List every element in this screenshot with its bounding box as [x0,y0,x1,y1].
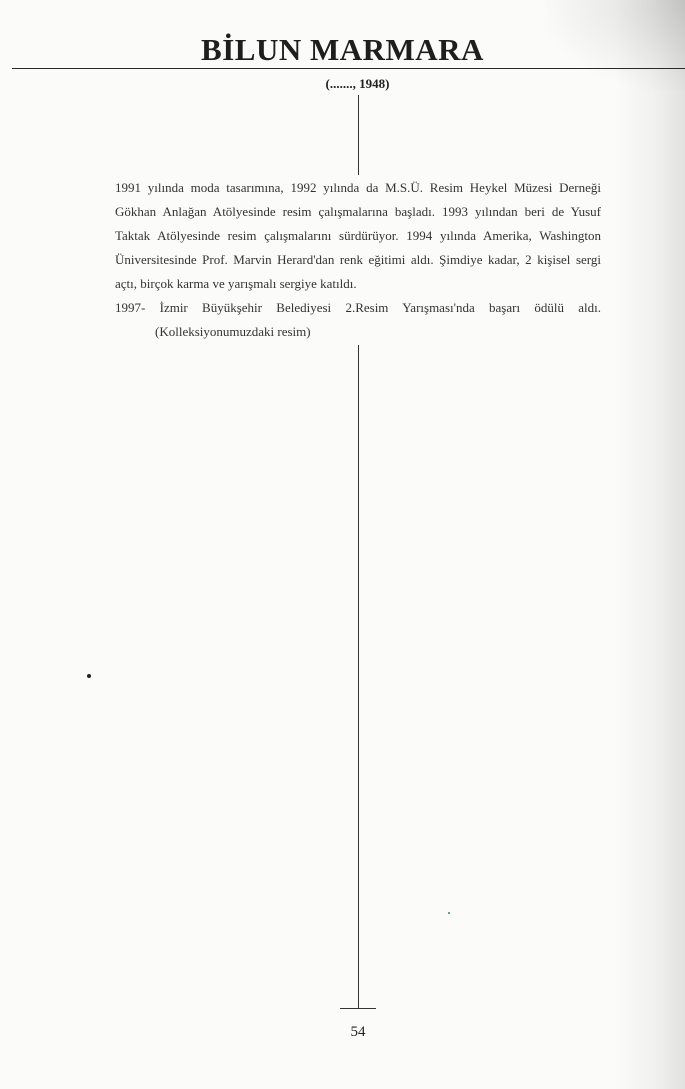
center-rule-top [358,95,359,175]
center-rule-bottom [358,345,359,1008]
artist-name-heading: BİLUN MARMARA [201,32,484,67]
page-number-rule [340,1008,376,1009]
artist-dates: (......., 1948) [325,76,390,91]
stray-speck [448,912,450,914]
page-edge-shadow [615,0,685,1089]
biography-award: 1997- İzmir Büyükşehir Belediyesi 2.Resim Yarışması'nda başarı ödülü aldı. [115,300,601,315]
page-number: 54 [350,1024,366,1040]
header-rule [12,68,685,69]
collection-note: (Kolleksiyonumuzdaki resim) [155,324,311,339]
biography-paragraph: 1991 yılında moda tasarımına, 1992 yılında da M.S.Ü. Resim Heykel Müzesi Derneği Gökhan Anlağan Atölyesinde resim çalışmalarına başladı. 1993 yılından beri de Yusuf Taktak Atölyesinde resim çalışmalarını sürdürüyor. 1994 yılında Amerika, Washington Üniversitesinde Prof. Marvin Herard'dan renk eğitimi aldı. Şimdiye kadar, 2 kişisel sergi açtı, birçok karma ve yarışmalı sergiye katıldı. [115,180,601,291]
biography-text [115,176,601,344]
stray-dot [87,674,91,678]
